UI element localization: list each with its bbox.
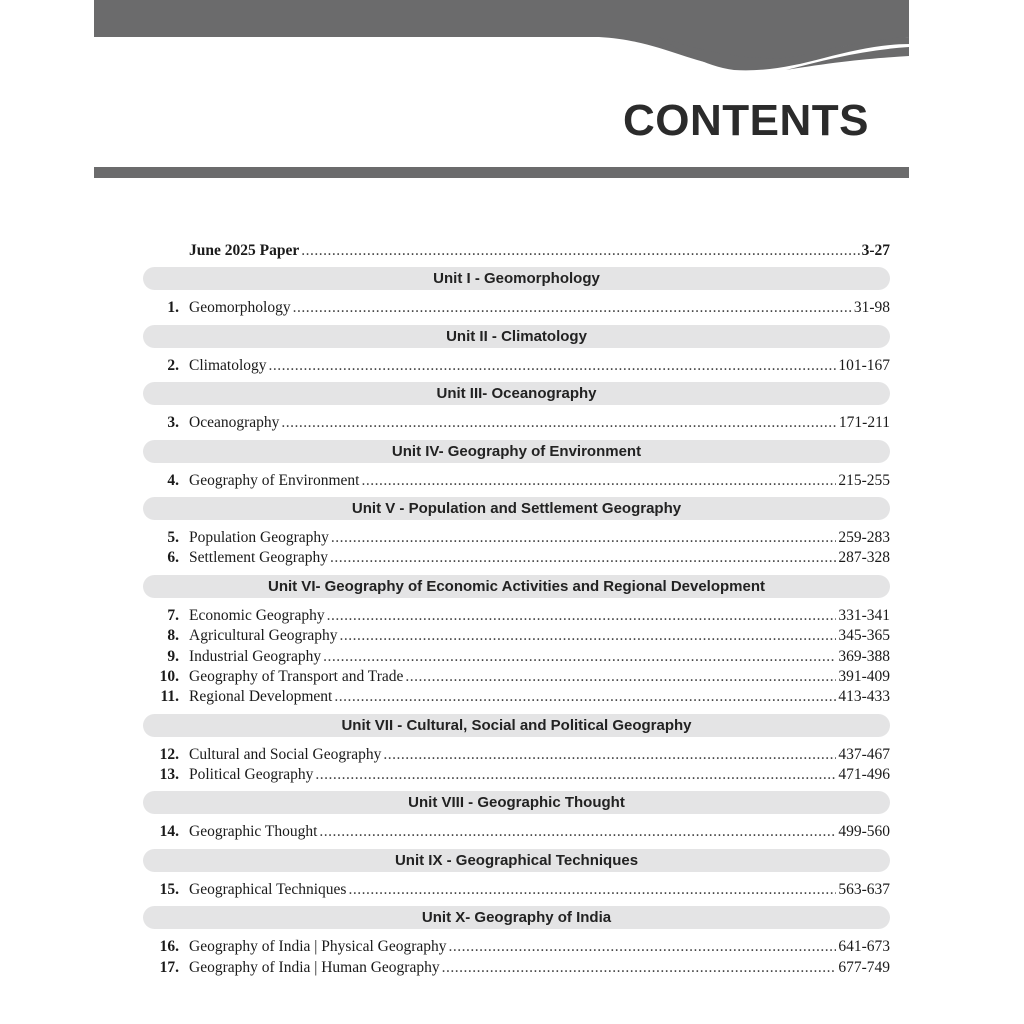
leader-dots [269,356,837,376]
entry-title: Geomorphology [189,299,291,317]
entry-title: Geography of India | Human Geography [189,958,440,976]
entry-pages: 287-328 [838,549,890,567]
entry-title: Agricultural Geography [189,627,338,645]
entry-title: Geography of Environment [189,471,360,489]
toc-entry[interactable] [143,687,890,707]
entry-title: Regional Development [189,688,333,706]
entry-title: Oceanography [189,414,280,432]
entry-title: Geography of Transport and Trade [189,667,404,685]
toc-entry[interactable] [143,606,890,626]
toc-entry[interactable] [143,356,890,376]
toc-entry[interactable] [143,667,890,687]
entry-number: 11. [160,688,179,706]
toc-entry[interactable] [143,298,890,318]
page-title: CONTENTS [623,96,869,145]
entry-pages: 641-673 [838,938,890,956]
entry-number: 10. [159,667,179,685]
entry-pages: 563-637 [838,880,890,898]
leader-dots [340,626,837,646]
leader-dots [301,241,859,261]
toc-entry[interactable] [143,765,890,785]
leader-dots [348,880,836,900]
unit-heading: Unit V - Population and Settlement Geography [143,497,890,520]
leader-dots [327,606,837,626]
entry-title: Population Geography [189,528,329,546]
leader-dots [323,647,836,667]
entry-pages: 259-283 [838,528,890,546]
entry-number: 8. [167,627,179,645]
entry-title: Geographic Thought [189,823,318,841]
leader-dots [331,528,836,548]
entry-title: Economic Geography [189,606,325,624]
entry-pages: 331-341 [838,606,890,624]
entry-title: Settlement Geography [189,549,329,567]
header-rule [94,167,909,178]
leader-dots [449,937,837,957]
entry-pages: 101-167 [838,356,890,374]
entry-number: 13. [159,766,179,784]
entry-pages: 437-467 [838,745,890,763]
leader-dots [315,765,836,785]
table-of-contents [143,241,890,978]
leader-dots [281,413,837,433]
entry-title: June 2025 Paper [189,242,300,259]
toc-entry[interactable] [143,822,890,842]
entry-number: 3. [167,414,179,432]
entry-pages: 345-365 [838,627,890,645]
entry-pages: 369-388 [838,647,890,665]
entry-number: 1. [167,299,179,317]
unit-heading: Unit IV- Geography of Environment [143,440,890,463]
toc-entry[interactable] [143,626,890,646]
leader-dots [405,667,836,687]
entry-title: Industrial Geography [189,647,322,665]
unit-heading: Unit II - Climatology [143,325,890,348]
entry-pages: 3-27 [861,242,890,259]
entry-pages: 31-98 [853,299,890,317]
entry-pages: 677-749 [838,958,890,976]
entry-pages: 471-496 [838,766,890,784]
unit-heading: Unit VII - Cultural, Social and Political Geography [143,714,890,737]
leader-dots [442,958,837,978]
toc-entry[interactable] [143,745,890,765]
unit-heading: Unit X- Geography of India [143,906,890,929]
entry-number: 17. [159,958,179,976]
toc-entry-paper[interactable] [143,241,890,261]
entry-number: 7. [167,606,179,624]
entry-number: 2. [167,356,179,374]
unit-heading: Unit IX - Geographical Techniques [143,849,890,872]
unit-heading: Unit I - Geomorphology [143,267,890,290]
entry-title: Cultural and Social Geography [189,745,382,763]
entry-number: 15. [159,880,179,898]
entry-number: 12. [159,745,179,763]
leader-dots [334,687,836,707]
entry-number: 9. [167,647,179,665]
entry-title: Climatology [189,356,267,374]
unit-heading: Unit III- Oceanography [143,382,890,405]
entry-number: 5. [167,528,179,546]
toc-entry[interactable] [143,958,890,978]
entry-pages: 215-255 [838,471,890,489]
leader-dots [383,745,836,765]
entry-title: Political Geography [189,766,314,784]
leader-dots [293,298,852,318]
unit-heading: Unit VI- Geography of Economic Activities and Regional Development [143,575,890,598]
entry-pages: 499-560 [838,823,890,841]
toc-entry[interactable] [143,647,890,667]
entry-pages: 391-409 [838,667,890,685]
entry-number: 4. [167,471,179,489]
leader-dots [330,548,836,568]
entry-pages: 413-433 [838,688,890,706]
entry-number: 14. [159,823,179,841]
toc-entry[interactable] [143,880,890,900]
entry-number: 16. [159,938,179,956]
toc-entry[interactable] [143,471,890,491]
entry-title: Geography of India | Physical Geography [189,938,447,956]
toc-entry[interactable] [143,413,890,433]
entry-number: 6. [167,549,179,567]
unit-heading: Unit VIII - Geographic Thought [143,791,890,814]
leader-dots [319,822,836,842]
toc-entry[interactable] [143,937,890,957]
toc-entry[interactable] [143,528,890,548]
leader-dots [361,471,836,491]
entry-pages: 171-211 [838,414,890,432]
toc-entry[interactable] [143,548,890,568]
header-banner [94,0,909,72]
entry-title: Geographical Techniques [189,880,347,898]
